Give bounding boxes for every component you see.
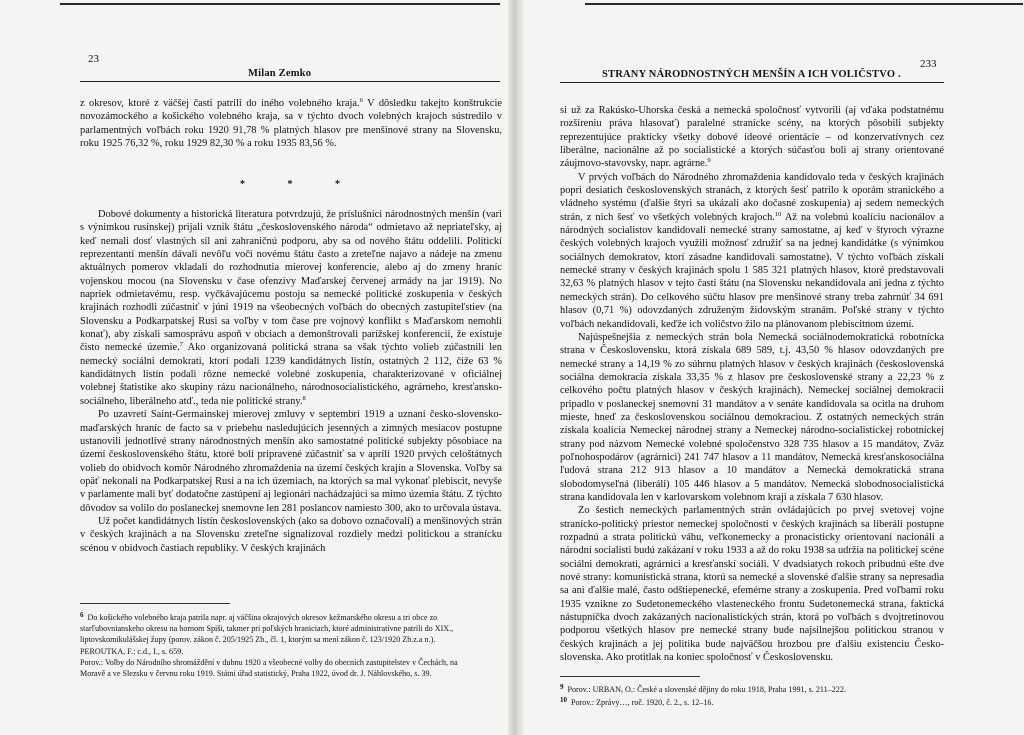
- footnote-text: Porov.: Volby do Národního shromáždění v dubnu 1920 a všeobecné volby do obecních zastupitelstev v Čechách, na Moravě a ve Slezsku v červnu roku 1919. Státní úřad statistický, Praha 1922, úvod dr. J. Náhlovského, s. 39.: [80, 657, 458, 679]
- right-page: [560, 0, 946, 735]
- text-run: V dôsledku takejto konštrukcie novozámockého a košického volebného kraja, sa v týchto dvoch volebných krajoch sústredilo v parlamentných voľbách roku 1920 91,78 % platných hlasov pre menšinové strany na Slovensku, roku 1925 76,32 %, roku 1929 82,30 % a roku 1935 83,56 %.: [80, 98, 502, 150]
- running-head: [602, 69, 901, 80]
- footnote-ref: 6: [359, 97, 363, 104]
- text-run: Ako organizovaná politická strana sa však týchto volieb zúčastnili len nemecký sociálni demokrati, ktorí podali 1239 kandidátnych listín, ostatných 2 112, čiže 63 % kandidátnych listín podali rôzne nemecké volebné zoskupenia, charakterizované v oficiálnej volebnej štatistike ako skupiny rázu nacionálneho, národnosocialistického, agrárneho, kresťansko-sociálneho, liberálneho atď., teda nie politické strany.: [80, 342, 502, 407]
- page-number: 233: [920, 58, 937, 70]
- section-break: * * *: [240, 179, 360, 190]
- left-body-top: [80, 97, 502, 150]
- paragraph: Zo šestich nemeckých parlamentných strán ovládajúcich po prvej svetovej vojne stranícko-politický priestor nemeckej spoločnosti v českých krajinách sa liberáli postupne rozpadnú a strata politickú váhu, veľkonemecky a pronacisticky orientovaní nacionáli a národní socialisti budú zakázaní v roku 1933 a až do roku 1938 sa udržia na politickej scéne sociálni demokrati, agrárnici a kresťanskí sociáli. V dvadsiatych rokoch pribudnú ešte dve nové strany: komunistická strana, ktorú sa nemecké a slovenské ďalšie strany sa nepresadia sa ani ďalšie malé, často odštiepenecké, efemérne strany a zoskupenia. Pred voľbami roku 1935 vznikne zo Sudetonemeckého vlasteneckého frontu Sudetonemecká strana, faktická nástupníčka dvoch zakázaných nacionalistických strán, ktorá po voľbách s dvojtretinovou podporou všetkých hlasov pre nemecké strany bude najsilnejšou politickou stranou v českých krajinách a jej politika bude najväčšou hrozbou pre ďalšiu existenciu Česko-slovenska. Ako protitlak na koniec spoločnosť v Československu.: [560, 505, 944, 664]
- footnote-ref: 10: [774, 210, 782, 218]
- right-body: [560, 104, 944, 664]
- footnote-rule: [560, 676, 700, 677]
- paragraph: Najúspešnejšia z nemeckých strán bola Nemecká sociálnodemokratická robotnícka strana v Československu, ktorá získala 689 589, t.j. 43,50 % hlasov odovzdaných pre nemecké strany a 14,19 % zo súhrnu platných hlasov v českých krajinách (československá sociálna demokracia získala 33,35 % z hlasov pre československé strany a 22,23 % z celkového počtu platných hlasov v českých krajinách). Nemeckej sociálnej demokracii pripadlo v poslaneckej snemovni 31 mandátov a v senáte kandidovala sa ocitla na druhom mieste, hneď za československou sociálnou demokraciou. Z ostatných nemeckých strán získala koalícia Nemeckej národnej strany a Nemeckej národno-socialistickej robotníckej strany pod názvom Nemecké volebné spoločenstvo 328 735 hlasov a 15 mandátov, Zväz poľnohospodárov (agrárnici) 241 747 hlasov a 11 mandátov, Nemecká kresťanskosociálna ľudová strana 212 913 hlasov a 10 mandátov a Nemecká demokratická strana slobodomyseľná (liberáli) 105 446 hlasov a 5 mandátov. Nemecká slobodnosocialistická strana kandidovala len v karlovarskom volebnom kraji a získala 7 630 hlasov.: [560, 331, 944, 503]
- footnote-mark: 6: [80, 611, 84, 619]
- footnote: [560, 695, 944, 708]
- paragraph: [560, 104, 944, 171]
- footnote: [80, 646, 468, 657]
- footnote-text: PEROUTKA, F.: c.d., I., s. 659.: [80, 646, 184, 656]
- footnotes: [560, 682, 944, 708]
- footnote-text: Do košického volebného kraja patrila napr. aj väčšina okrajových okresov kežmarského okresu a tri obce zo starľubovnianskeho okresu na hornom Spiši, takmer pri poľských hraniciach, ktoré administratívne patrili do XIX., liptovskomikulášskej župy (porov. zákon č. 205/1925 Zb., čl. 1, ktorým sa mení zákon č. 123/1920 Zb.z.a n.).: [80, 613, 454, 645]
- text-run: Až na volebnú koalíciu nacionálov a národných socialistov kandidovali nemecké strany samostatne, aj keď v štyroch výrazne českých volebných krajoch využili možnosť združiť sa na jednej kandidátke (s výnimkou sociálnych demokratov, ktorí zásadne kandidovali samostatne). V týchto voľbách získali nemecké strany v českých krajinách spolu 1 585 321 platných hlasov, ktoré predstavovali 32,63 % platných hlasov v tejto časti štátu (na Slovensku nekandidovala ani jedna z týchto nemeckých strán). Do celkového súčtu hlasov pre menšinové strany treba zahrnúť 34 691 hlasov (0,71 %) odovzdaných združeným židovským stranám. Poľské strany v týchto voľbách nekandidovali, keďže ich voličstvo žilo na plánovanom plebiscitnom území.: [560, 211, 944, 330]
- text-run: si už za Rakúsko-Uhorska česká a nemecká spoločnosť vytvorili (aj vďaka podstatnému rozšíreniu práva hlasovať) paralelné stranícke scény, na ktorých pôsobili subjekty reprezentujúce prakticky všetky dobové ideové orientácie – od konzervatívnych cez liberálne, nacionálne až po socialistické a ktorých súčasťou boli aj strany orientované záujmovo-stavovsky, napr. agrárne.: [560, 105, 944, 170]
- footnote-ref: 8: [302, 394, 306, 402]
- paragraph: [80, 208, 502, 408]
- text-run: z okresov, ktoré z väčšej časti patrili do iného volebného kraja.: [80, 98, 360, 109]
- footnote-ref: 9: [707, 157, 711, 165]
- footnote-text: Porov.: Zprávy…, roč. 1920, č. 2., s. 12–16.: [571, 698, 714, 708]
- header-rule: [560, 82, 944, 83]
- text-run: V prvých voľbách do Národného zhromaždenia kandidovalo teda v českých krajinách popri desiatich československých stranách, z ktorých šesť patrilo k oporám stranického a vládneho systému (ďalšie štyri sa ukázali ako dočasné zoskupenia) aj sedem nemeckých strán, z nich šesť vo všetkých volebných krajoch.: [560, 171, 944, 223]
- footnote: [560, 682, 944, 695]
- running-head-text: STRANY NÁRODNOSTNÝCH MENŠÍN A ICH VOLIČSTVO: [602, 69, 896, 80]
- header-rule: [80, 81, 500, 82]
- text-run: Dobové dokumenty a historická literatura potvrdzujú, že príslušníci národnostných menšín (vari s výnimkou rusínskej) prijali vznik štátu „československého národa“ odmietavo až nepriateľsky, aj keď nemali dosť vlastných síl ani zahraničnú podporu, aby sa od nového štátu oddelili. Politickí reprezentanti menšín dávali nevôľu voči novému štátu často a zreteľne najavo a nádeje na zmenu aktuálnych pomerov vkladali do rozhodnutia mierovej konferencie, alebo aj do zmeny hraníc vojenskou mocou (na Slovensku v čase ofenzívy Maďarskej červenej armády na jar 1919). No napriek odmietavému, resp. vyčkávajúcemu postoju sa nemecké politické zoskupenia v českých krajinách rozhodli zúčastniť v júni 1919 na všeobecných voľbách do obecných zastupiteľstiev (na Slovensku a Podkarpatskej Rusi sa voľby v tom čase pre vojnový konflikt s Maďarskom nemohli konať), aby získali samosprávu aspoň v obciach a demonštrovali parížskej konferencii, že existuje čisto nemecké územie.: [80, 209, 502, 354]
- page-number: 23: [88, 53, 99, 65]
- footnote-rule: [80, 603, 230, 604]
- running-head: Milan Zemko: [248, 68, 312, 79]
- footnote: [80, 610, 468, 646]
- left-page: [80, 0, 504, 735]
- paragraph: [560, 171, 944, 331]
- left-body-main: [80, 208, 502, 555]
- book-gutter: [508, 0, 524, 735]
- paragraph: Už počet kandidátnych listín československých (ako sa dobovo označovali) a menšinových strán v českých krajinách a na Slovensku zreteľne signalizoval rozdiely medzi politickou a stranícku scénou v obidvoch častiach republiky. V českých krajinách: [80, 515, 502, 554]
- footnote-ref: 7: [179, 341, 183, 349]
- footnotes: [80, 610, 468, 679]
- footnote-text: Porov.: URBAN, O.: České a slovenské dějiny do roku 1918, Praha 1991, s. 211–222.: [567, 685, 846, 694]
- footnote: [80, 657, 468, 679]
- paragraph: Po uzavretí Saint-Germainskej mierovej zmluvy v septembri 1919 a uznaní česko-slovensko-maďarských hraníc de facto sa v priebehu nasledujúcich jesenných a zimných mesiacov postupne ustanovili jednotlivé strany národnostných menšín ako samostatné politické subjekty pôsobiace na území československého štátu, ktoré boli pripravené zúčastniť sa v apríli 1920 prvých celoštátnych volieb do obidvoch komôr Národného zhromaždenia na území českých krajín a Slovenska. Voľby sa opäť nekonali na Podkarpatskej Rusi a na ich územiach, na ktorých sa mal vykonať plebiscit, nevyše v parlamente mali byť dodatočne zastúpení aj legionári nachádzajúci sa mimo územia štátu. Z týchto dôvodov sa volilo do poslaneckej snemovne len 281 poslancov namiesto 300, ako to určovala ústava.: [80, 409, 502, 514]
- footnote-mark: 9: [560, 683, 564, 691]
- paragraph: [80, 97, 502, 150]
- footnote-mark: 10: [560, 696, 567, 705]
- running-head-dot: .: [898, 69, 901, 80]
